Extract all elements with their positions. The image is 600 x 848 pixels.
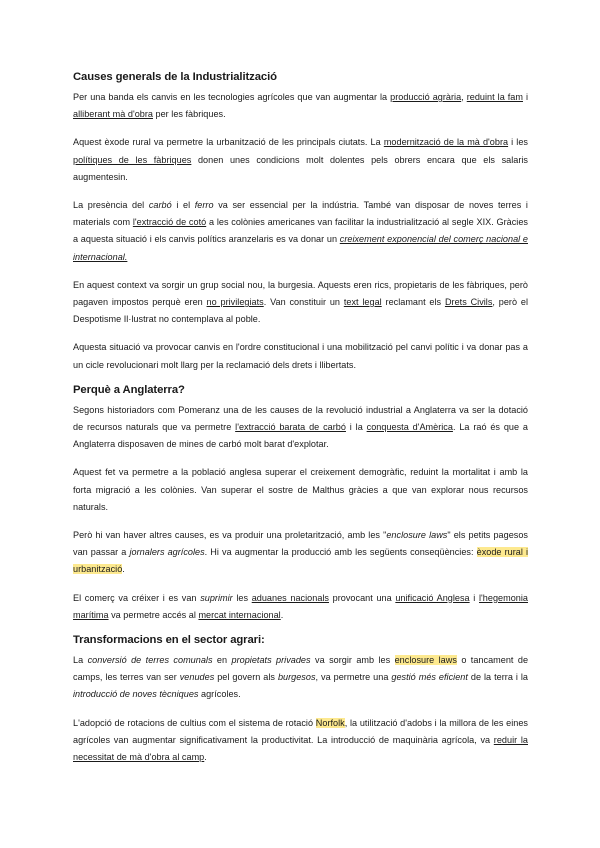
text-run: i el — [171, 200, 195, 211]
underlined-text: reduir la necessitat de mà d'obra al camp — [73, 734, 528, 763]
underlined-text: no privilegiats — [206, 297, 264, 308]
paragraph-9 — [73, 590, 528, 624]
paragraph-4 — [73, 277, 528, 329]
text-run: La presència del — [73, 200, 149, 211]
underlined-text: producció agrària — [390, 92, 462, 102]
text-run: . Van constituir un — [263, 297, 344, 308]
text-run: va ser essencial per la indústria. També van disposar de noves terres i materials com — [73, 200, 528, 228]
italic-text: venudes — [179, 672, 215, 683]
text-run: agrícoles. — [198, 689, 241, 700]
text-run: donen unes condicions molt dolentes pels obrers encara que els salaris augmentesin. — [73, 154, 528, 182]
underlined-text: text legal — [343, 297, 382, 308]
text-run: En aquest context va sorgir un grup social nou, la burgesia. Aquests eren rics, propietaris de les fàbriques, però pagaven impostos perquè eren — [73, 279, 528, 308]
paragraph-3 — [73, 197, 528, 266]
paragraph-7 — [73, 464, 528, 516]
text-run: a les colònies americanes van facilitar la industrialització al segle XIX. Gràcies a aquesta situació i els canvis polítics aranzelaris es va donar un — [73, 217, 528, 245]
text-run: i la — [345, 422, 367, 433]
text-run: . — [122, 564, 125, 575]
underlined-text: modernització de la mà d'obra — [383, 137, 509, 148]
text-run: El comerç va créixer i es van — [73, 592, 201, 603]
underlined-text: l'extracció barata de carbó — [235, 422, 346, 433]
underlined-text: conquesta d'Amèrica — [366, 422, 453, 433]
italic-text: suprimir — [200, 592, 233, 603]
text-run: , — [461, 92, 467, 102]
highlighted-text: Norfolk — [315, 717, 345, 728]
text-run: . La raó és que a Anglaterra disposaven de mines de carbó molt barat d'explotar. — [73, 422, 528, 450]
italic-text: jornalers agrícoles — [129, 547, 205, 558]
text-run: L'adopció de rotacions de cultius com el sistema de rotació — [73, 717, 316, 728]
text-run: i les — [508, 137, 528, 148]
text-run: Aquesta situació va provocar canvis en l'ordre constitucional i una mobilització pel canvi polític i va donar pas a un cicle revolucionari molt llarg per la reclamació dels drets i llibertats. — [73, 342, 528, 370]
text-run: , però el Despotisme Il·lustrat no contemplava al poble. — [73, 297, 528, 325]
italic-text: conversió de terres comunals — [87, 655, 213, 666]
underlined-text: reduint la fam — [466, 92, 523, 102]
text-run: Segons historiadors com Pomeranz una de les causes de la revolució industrial a Anglaterra va ser la dotació de recursos naturals que va permetre — [73, 404, 528, 433]
italic-text: introducció de noves tècniques — [73, 689, 199, 700]
underlined-text: l'extracció de cotó — [132, 217, 207, 228]
text-run: va sorgir amb les — [310, 655, 395, 666]
paragraph-8 — [73, 527, 528, 579]
paragraph-2 — [73, 134, 528, 186]
text-run: o tancament de camps, les terres van ser — [73, 655, 529, 683]
underlined-text: polítiques de les fàbriques — [73, 154, 192, 165]
text-run: i — [469, 592, 479, 603]
text-run: Per una banda els canvis en les tecnologies agrícoles que van augmentar la — [73, 92, 391, 102]
text-run: Però hi van haver altres causes, es va produir una proletarització, amb les " — [73, 530, 387, 541]
text-run: va permetre accés al — [108, 609, 199, 620]
paragraph-11 — [73, 715, 528, 767]
text-run: per les fàbriques. — [152, 109, 226, 120]
underlined-text: creixement exponencial del comerç nacional e internacional. — [73, 234, 528, 262]
heading-perque-anglaterra: Perquè a Anglaterra? — [73, 383, 185, 396]
text-run: provocant una — [329, 592, 396, 603]
text-run: Aquest fet va permetre a la població anglesa superar el creixement demogràfic, reduint la mortalitat i amb la forta migració a les colònies. Van superar el sostre de Malthus gràcies a que van explorar nous recursos naturals. — [73, 467, 528, 512]
paragraph-6 — [73, 402, 528, 454]
text-run: , va permetre una — [315, 672, 392, 683]
underlined-text: Drets Civils — [444, 297, 493, 308]
text-run: Aquest èxode rural va permetre la urbanització de les principals ciutats. La — [73, 137, 384, 148]
italic-text: carbó — [148, 200, 172, 211]
text-run: . — [204, 752, 207, 763]
heading-transformacions: Transformacions en el sector agrari: — [73, 634, 265, 647]
italic-text: propietats privades — [231, 655, 311, 666]
italic-text: burgesos — [277, 672, 316, 683]
text-run: les — [232, 592, 252, 603]
underlined-text: mercat internacional — [198, 609, 281, 620]
text-run: , la utilització d'adobs i la millora de les eines agrícoles van augmentar significativament la productivitat. La introducció de maquinària agrícola, va — [73, 717, 528, 745]
paragraph-10 — [73, 652, 528, 704]
highlighted-text: èxode rural i urbanització — [73, 547, 528, 575]
text-run: i — [522, 92, 529, 102]
underlined-text: aduanes nacionals — [251, 592, 329, 603]
paragraph-5 — [73, 339, 528, 373]
underlined-text: l'hegemonia marítima — [73, 592, 528, 620]
italic-text: ferro — [194, 200, 214, 211]
highlighted-text: enclosure laws — [394, 655, 457, 666]
paragraph-1 — [73, 89, 528, 123]
italic-text: gestió més eficient — [391, 672, 468, 683]
text-run: pel govern als — [214, 672, 278, 683]
text-run: en — [212, 655, 232, 666]
italic-text: enclosure laws — [386, 530, 448, 541]
text-run: " els petits pagesos van passar a — [73, 530, 528, 558]
text-run: . Hi va augmentar la producció amb les següents conseqüències: — [204, 547, 477, 558]
text-run: La — [73, 655, 88, 666]
heading-causes-generals: Causes generals de la Industrialització — [73, 71, 277, 83]
text-run: . — [280, 609, 284, 620]
underlined-text: unificació Anglesa — [395, 592, 470, 603]
text-run: de la terra i la — [467, 672, 528, 683]
underlined-text: alliberant mà d'obra — [73, 109, 153, 120]
text-run: reclamant els — [381, 297, 445, 308]
